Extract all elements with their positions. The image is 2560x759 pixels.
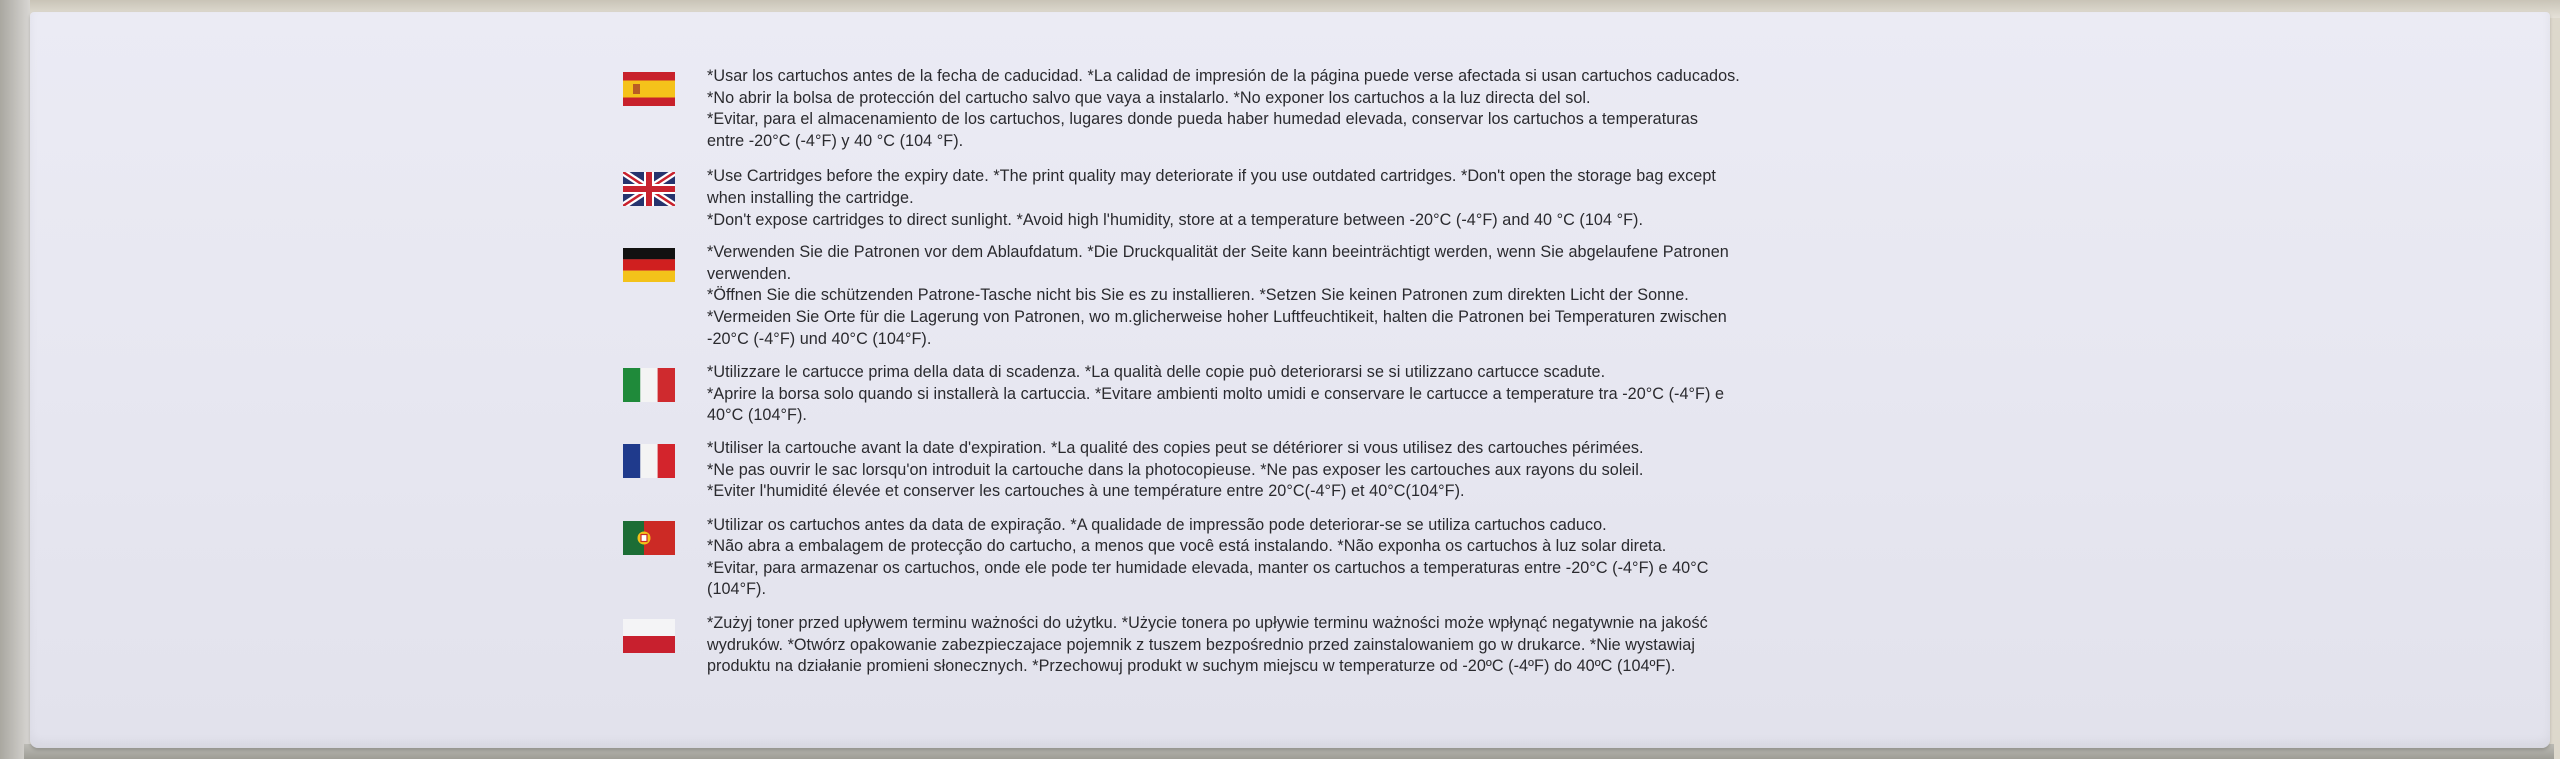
warning-line: *Use Cartridges before the expiry date. *The print quality may deteriorate if you use outdated cartridges. *Don't open the storage bag except [707,167,1716,186]
warning-line: *Ne pas ouvrir le sac lorsqu'on introduit la cartouche dans la photocopieuse. *Ne pas exposer les cartouches aux rayons du soleil. [707,460,1644,479]
warning-line: *No abrir la bolsa de protección del cartucho salvo que vaya a instalarlo. *No exponer los cartuchos a la luz directa del sol. [707,88,1591,107]
warning-line: *Usar los cartuchos antes de la fecha de caducidad. *La calidad de impresión de la página puede verse afectada si usan cartuchos caducados. [707,67,1740,85]
warning-line: *Aprire la borsa solo quando si installerà la cartuccia. *Evitare ambienti molto umidi e conservare le cartucce a temperature tra -20°C (-4°F) e [707,384,1725,403]
warning-line: *Não abra a embalagem de protecção do cartucho, a menos que você está instalando. *Não exponha os cartuchos à luz solar direta. [707,537,1667,556]
box-side-edge [0,0,30,759]
portugal-flag-icon [623,521,675,555]
language-block-italian [623,362,1963,427]
warning-line: entre -20°C (-4°F) y 40 °C (104 °F). [707,131,964,150]
warning-line: produktu na działanie promieni słonecznych. *Przechowuj produkt w suchym miejscu w temperaturze od -20ºC (-4ºF) do 40ºC (104ºF). [707,657,1676,676]
warning-line: 40°C (104°F). [707,406,807,425]
uk-flag-icon [623,172,675,206]
france-flag-icon [623,444,675,478]
language-block-german [623,242,1963,350]
language-block-portuguese [623,515,1963,601]
warning-line: -20°C (-4°F) und 40°C (104°F). [707,329,932,348]
warning-line: *Eviter l'humidité élevée et conserver les cartouches à une température entre 20°C(-4°F) et 40°C(104°F). [707,482,1465,501]
warning-line: wydruków. *Otwórz opakowanie zabezpieczajace pojemnik z tuszem bezpośrednio przed zainstalowaniem go w drukarce. *Nie wystawiaj [707,635,1695,654]
warning-line: when installing the cartridge. [707,188,914,207]
language-block-english [623,166,1963,231]
warning-line: *Don't expose cartridges to direct sunlight. *Avoid high l'humidity, store at a temperature between -20°C (-4°F) and 40 °C (104 °F). [707,210,1644,229]
language-block-polish [623,613,1963,678]
warning-line: *Utilizar os cartuchos antes da data de expiração. *A qualidade de impressão pode deteriorar-se se utiliza cartuchos caduco. [707,515,1607,534]
warning-line: *Evitar, para el almacenamiento de los cartuchos, lugares donde pueda haber humedad elevada, conservar los cartuchos a temperaturas [707,110,1698,129]
warning-line: *Utilizzare le cartucce prima della data di scadenza. *La qualità delle copie può deteriorarsi se si utilizzano cartucce scadute. [707,363,1606,382]
spain-flag-icon [623,72,675,106]
poland-flag-icon [623,619,675,653]
warning-line: *Vermeiden Sie Orte für die Lagerung von Patronen, wo m.glicherweise hoher Luftfeuchtikeit, halten die Patronen bei Temperaturen zwischen [707,307,1727,326]
warning-line: *Utiliser la cartouche avant la date d'expiration. *La qualité des copies peut se détériorer si vous utilisez des cartouches périmées. [707,438,1644,457]
warning-line: *Zużyj toner przed upływem terminu ważności do użytku. *Użycie tonera po upływie terminu ważności może wpłynąć negatywnie na jakość [707,614,1708,633]
germany-flag-icon [623,248,675,282]
warning-line: (104°F). [707,580,767,599]
language-block-spanish [623,66,1963,152]
warning-line: *Öffnen Sie die schützenden Patrone-Tasche nicht bis Sie es zu installieren. *Setzen Sie keinen Patronen zum direkten Licht der Sonne. [707,286,1689,305]
warning-line: *Evitar, para armazenar os cartuchos, onde ele pode ter humidade elevada, manter os cartuchos a temperaturas entre -20°C (-4°F) e 40°C [707,558,1709,577]
warning-text-panel [623,66,1963,678]
language-block-french [623,438,1963,503]
warning-line: verwenden. [707,264,792,283]
italy-flag-icon [623,368,675,402]
warning-line: *Verwenden Sie die Patronen vor dem Ablaufdatum. *Die Druckqualität der Seite kann beeinträchtigt werden, wenn Sie abgelaufene Patronen [707,243,1729,262]
